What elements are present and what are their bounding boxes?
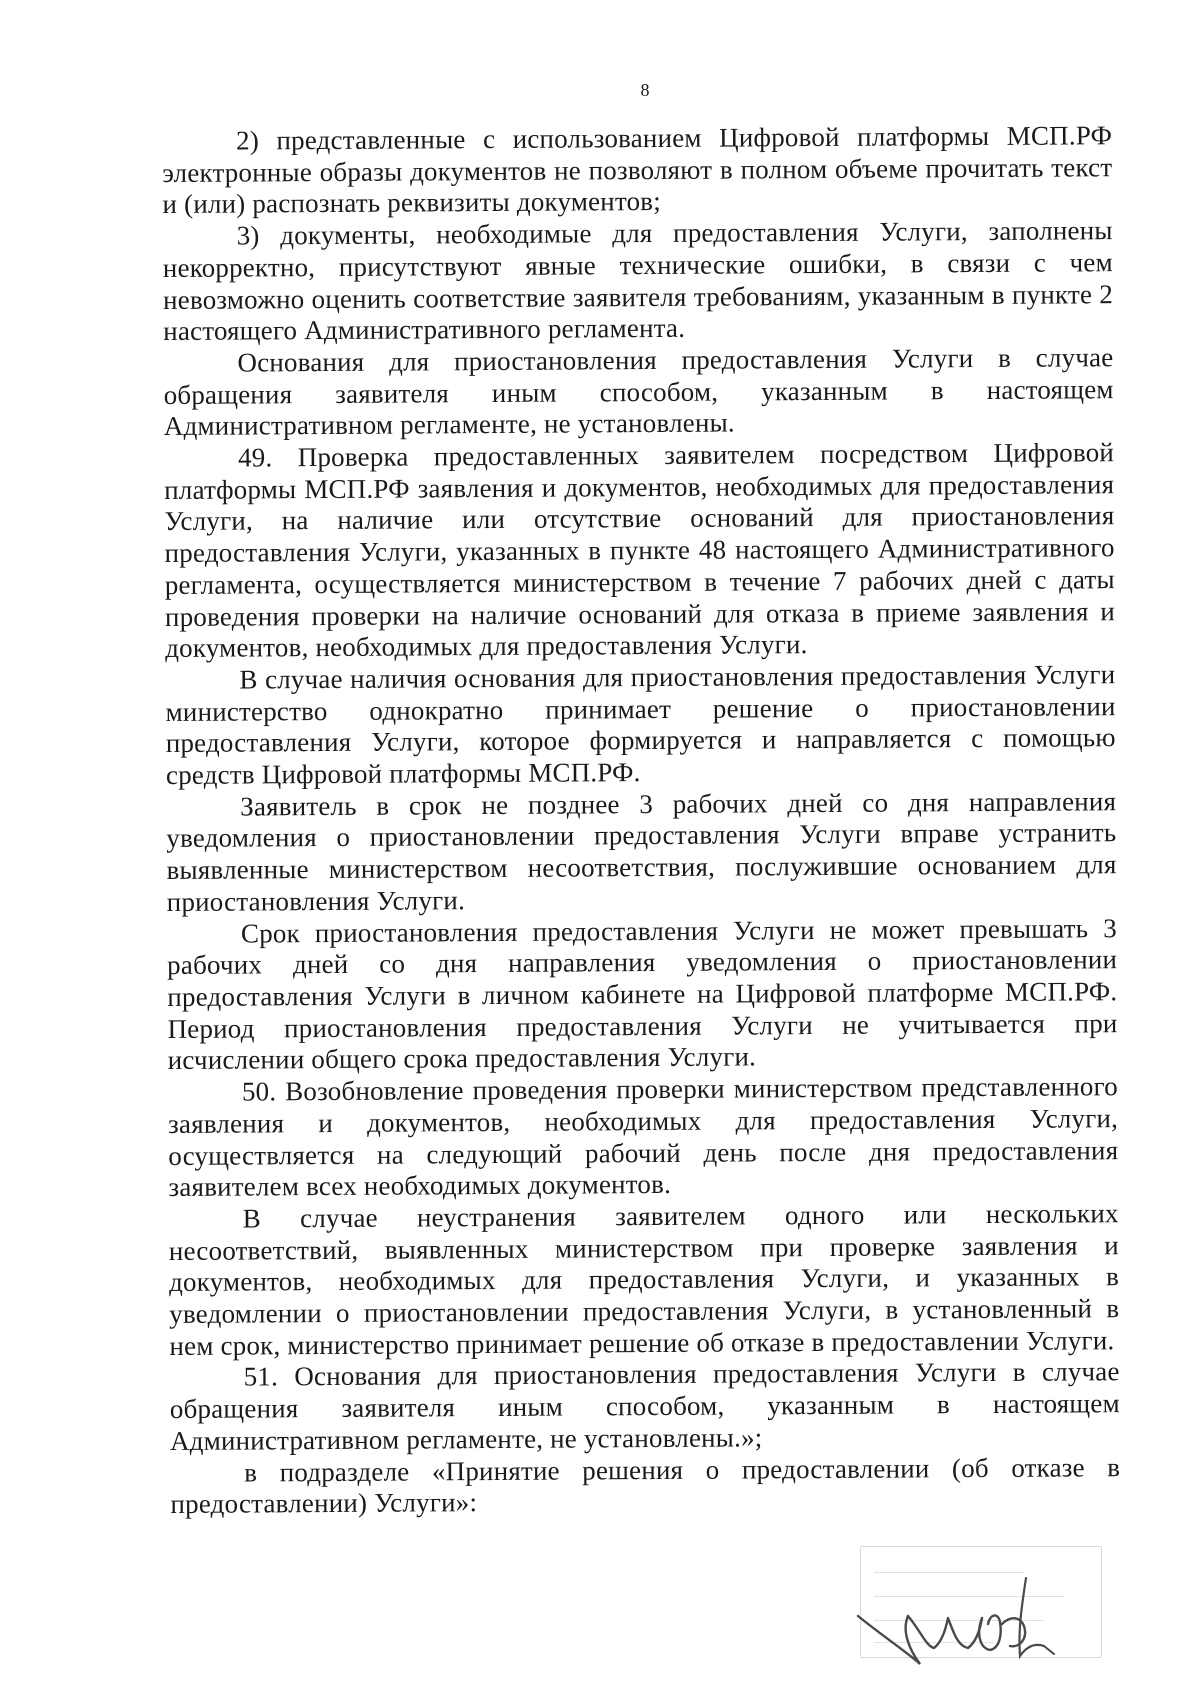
paragraph-refusal-case: В случае неустранения заявителем одного или нескольких несоответствий, выявленных министерством при проверке заявления и документов, необходимых для предоставления Услуги, и указанных в уведомлении о приостановлении предоставления Услуги, в установленный в нем срок, министерство принимает решение об отказе в предоставлении Услуги.	[168, 1198, 1120, 1361]
paragraph-clause-49: 49. Проверка предоставленных заявителем посредством Цифровой платформы МСП.РФ заявления и документов, необходимых для предоставления Услуги, на наличие или отсутствие оснований для приостановления предоставления Услуги, указанных в пункте 48 настоящего Административного регламента, осуществляется министерством в течение 7 рабочих дней с даты проведения проверки на наличие оснований для отказа в приеме заявления и документов, необходимых для предоставления Услуги.	[164, 437, 1116, 664]
paragraph-item-3: 3) документы, необходимые для предоставления Услуги, заполнены некорректно, присутствуют явные технические ошибки, в связи с чем невозможно оценить соответствие заявителя требованиям, указанным в пункте 2 настоящего Административного регламента.	[162, 215, 1114, 347]
paragraph-item-2: 2) представленные с использованием Цифровой платформы МСП.РФ электронные образы документов не позволяют в полном объеме прочитать текст и (или) распознать реквизиты документов;	[162, 120, 1113, 220]
paragraph-other-methods-note: Основания для приостановления предоставления Услуги в случае обращения заявителя иным способом, указанным в настоящем Административном регламенте, не установлены.	[163, 342, 1114, 442]
paragraph-subsection-intro: в подразделе «Принятие решения о предоставлении (об отказе в предоставлении) Услуги»:	[170, 1451, 1121, 1520]
paragraph-suspension-period: Срок приостановления предоставления Услуги не может превышать 3 рабочих дней со дня направления уведомления о приостановлении предоставления Услуги в личном кабинете на Цифровой платформе МСП.РФ. Период приостановления предоставления Услуги не учитывается при исчислении общего срока предоставления Услуги.	[167, 912, 1118, 1076]
paragraph-clause-51: 51. Основания для приостановления предоставления Услуги в случае обращения заявителя иным способом, указанным в настоящем Административном регламенте, не установлены.»;	[169, 1356, 1120, 1456]
paragraph-clause-50: 50. Возобновление проведения проверки министерством представленного заявления и документов, необходимых для предоставления Услуги, осуществляется на следующий рабочий день после дня предоставления заявителем всех необходимых документов.	[168, 1071, 1119, 1203]
paragraph-suspension-decision: В случае наличия основания для приостановления предоставления Услуги министерство однократно принимает решение о приостановлении предоставления Услуги, которое формируется и направляется с помощью средств Цифровой платформы МСП.РФ.	[165, 659, 1116, 791]
handwritten-signature	[850, 1538, 1110, 1668]
document-body	[162, 120, 1121, 1521]
paragraph-applicant-deadline: Заявитель в срок не позднее 3 рабочих дней со дня направления уведомления о приостановлении предоставления Услуги вправе устранить выявленные министерством несоответствия, послужившие основанием для приостановления Услуги.	[166, 785, 1117, 917]
signature-stamp	[850, 1538, 1110, 1668]
page-number: 8	[640, 80, 650, 100]
